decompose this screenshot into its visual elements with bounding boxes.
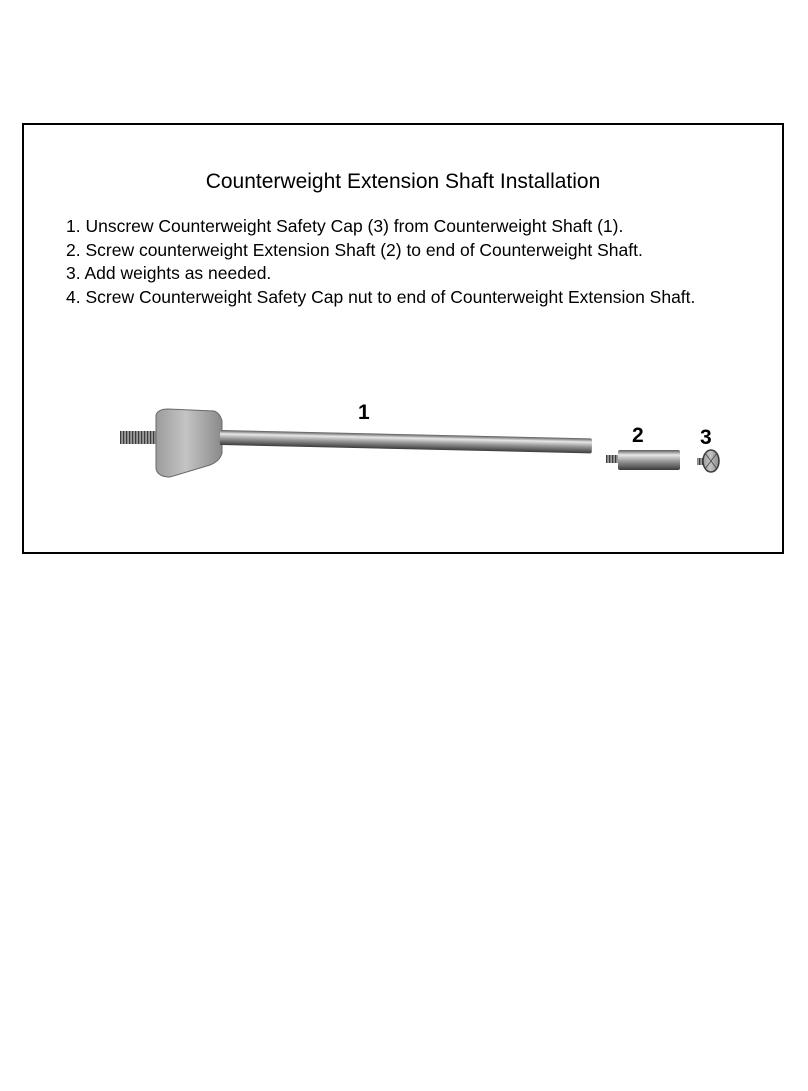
instruction-step-3: 3. Add weights as needed. xyxy=(66,263,272,283)
counterweight-shaft xyxy=(120,409,592,477)
instruction-steps xyxy=(66,215,695,309)
extension-shaft xyxy=(606,450,680,470)
shaft-rod xyxy=(220,430,592,453)
callout-2: 2 xyxy=(632,424,644,447)
callout-3: 3 xyxy=(700,426,712,449)
instruction-step-2: 2. Screw counterweight Extension Shaft (2) to end of Counterweight Shaft. xyxy=(66,239,643,260)
safety-cap xyxy=(697,450,719,472)
callout-1: 1 xyxy=(358,401,370,424)
instruction-step-4: 4. Screw Counterweight Safety Cap nut to end of Counterweight Extension Shaft. xyxy=(66,286,696,307)
extension-body xyxy=(618,450,680,470)
parts-diagram xyxy=(24,395,782,505)
shaft-threaded-end xyxy=(120,431,160,444)
shaft-knob xyxy=(156,409,222,477)
instruction-step-1: 1. Unscrew Counterweight Safety Cap (3) from Counterweight Shaft (1). xyxy=(66,216,624,236)
instruction-panel xyxy=(22,123,784,554)
extension-threaded-stud xyxy=(606,455,620,463)
document-title: Counterweight Extension Shaft Installation xyxy=(205,170,601,193)
